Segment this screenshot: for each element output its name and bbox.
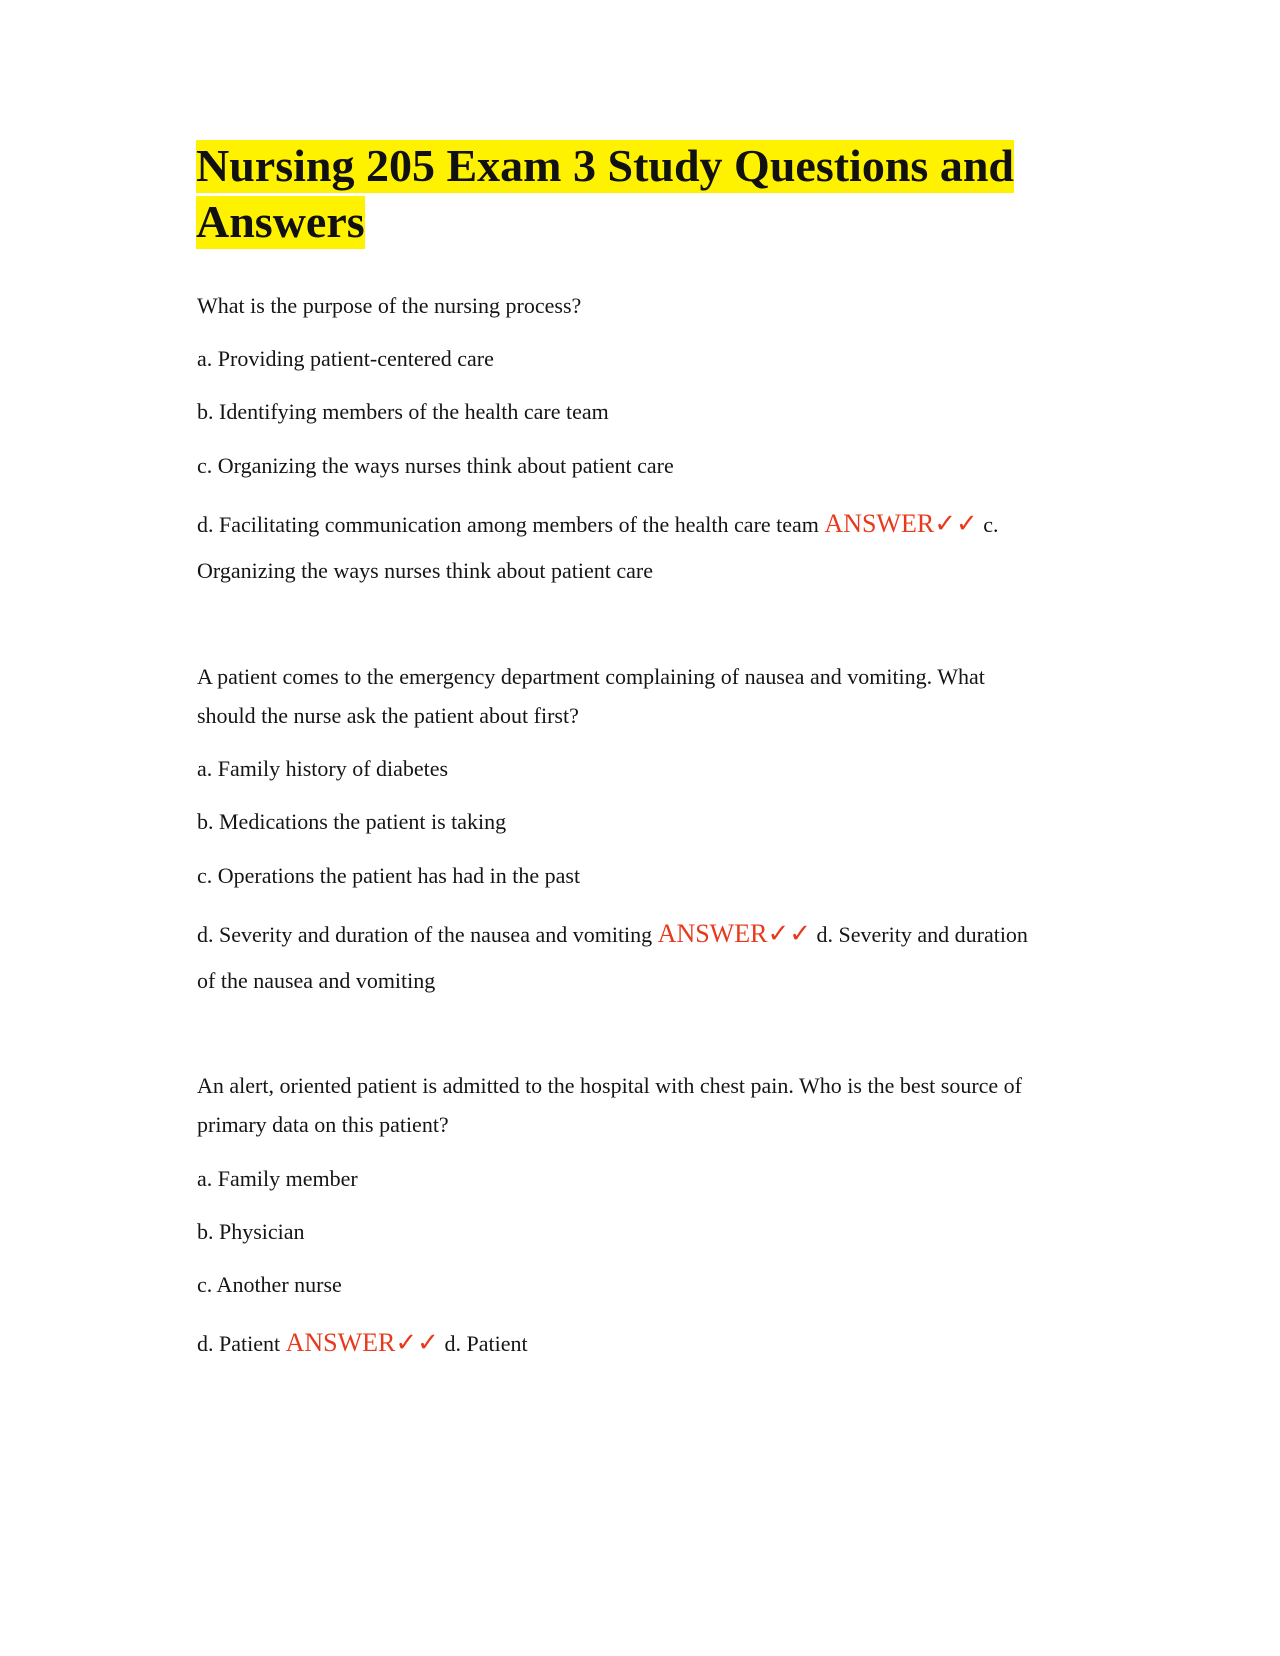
question-1-option-d: d. Facilitating communication among members of the health care team: [197, 512, 819, 537]
question-1-stem: What is the purpose of the nursing process?: [197, 293, 582, 318]
question-2-option-c: c. Operations the patient has had in the past: [197, 863, 581, 888]
question-3-answer-inline: d. Patient: [444, 1331, 528, 1356]
question-2-option-b: b. Medications the patient is taking: [197, 809, 507, 834]
question-2-option-d: d. Severity and duration of the nausea and vomiting: [197, 922, 653, 947]
question-3-option-d: d. Patient: [197, 1331, 281, 1356]
question-2-option-a: a. Family history of diabetes: [197, 756, 449, 781]
question-2-answer-marker: ANSWER✓✓: [657, 919, 812, 948]
question-3-stem-line-2: primary data on this patient?: [197, 1112, 449, 1137]
question-1-answer-marker: ANSWER✓✓: [824, 509, 978, 538]
question-3-option-c: c. Another nurse: [197, 1272, 342, 1297]
question-3-option-b: b. Physician: [197, 1219, 305, 1244]
question-3-option-a: a. Family member: [197, 1166, 358, 1191]
question-2-stem-line-2: should the nurse ask the patient about first?: [197, 703, 579, 728]
title-highlight: Nursing 205 Exam 3 Study Questions and Answers: [196, 140, 1014, 247]
question-3-stem-line-1: An alert, oriented patient is admitted to the hospital with chest pain. Who is the best source of: [197, 1073, 1023, 1098]
question-1-option-a: a. Providing patient-centered care: [197, 346, 494, 371]
question-3-answer-marker: ANSWER✓✓: [285, 1328, 439, 1357]
document-title: [196, 138, 1096, 250]
question-2-option-d-line: [197, 920, 1028, 949]
question-2-stem-line-1: A patient comes to the emergency department complaining of nausea and vomiting. What: [197, 664, 985, 689]
question-3-option-d-line: [197, 1329, 528, 1358]
question-1-answer-inline: c.: [983, 512, 999, 537]
question-1-option-c: c. Organizing the ways nurses think about patient care: [197, 453, 674, 478]
question-2-answer-continued: of the nausea and vomiting: [197, 968, 436, 993]
question-1-answer-continued: Organizing the ways nurses think about patient care: [197, 558, 653, 583]
question-2-answer-inline: d. Severity and duration: [816, 922, 1028, 947]
question-1-option-d-line: [197, 510, 999, 539]
question-1-option-b: b. Identifying members of the health care team: [197, 399, 609, 424]
